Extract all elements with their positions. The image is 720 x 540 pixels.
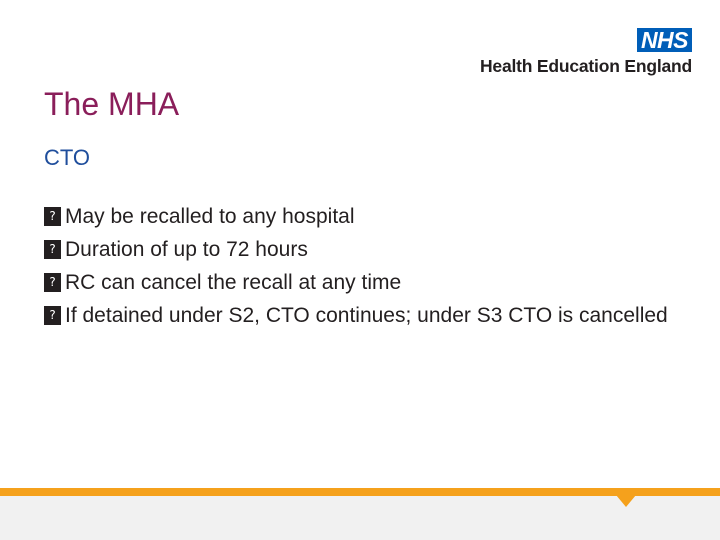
nhs-hee-logo	[480, 28, 692, 77]
bullet-text: If detained under S2, CTO continues; under S3 CTO is cancelled	[65, 304, 668, 327]
bullet-item	[44, 299, 684, 332]
footer-notch-icon	[616, 495, 636, 507]
footer-accent-band	[0, 488, 720, 496]
organization-name: Health Education England	[479, 56, 692, 76]
bullet-item	[44, 233, 684, 266]
bullet-text: Duration of up to 72 hours	[65, 238, 308, 261]
slide-title: The MHA	[44, 86, 180, 122]
missing-glyph-icon: ?	[44, 207, 61, 226]
nhs-badge: NHS	[637, 28, 692, 52]
missing-glyph-icon: ?	[44, 240, 61, 259]
slide-subtitle: CTO	[44, 145, 91, 170]
bullet-text: May be recalled to any hospital	[65, 205, 355, 228]
footer-area	[0, 496, 720, 540]
bullet-item	[44, 200, 684, 233]
missing-glyph-icon: ?	[44, 306, 61, 325]
bullet-list	[44, 200, 684, 332]
bullet-item	[44, 266, 684, 299]
bullet-text: RC can cancel the recall at any time	[65, 271, 402, 294]
missing-glyph-icon: ?	[44, 273, 61, 292]
